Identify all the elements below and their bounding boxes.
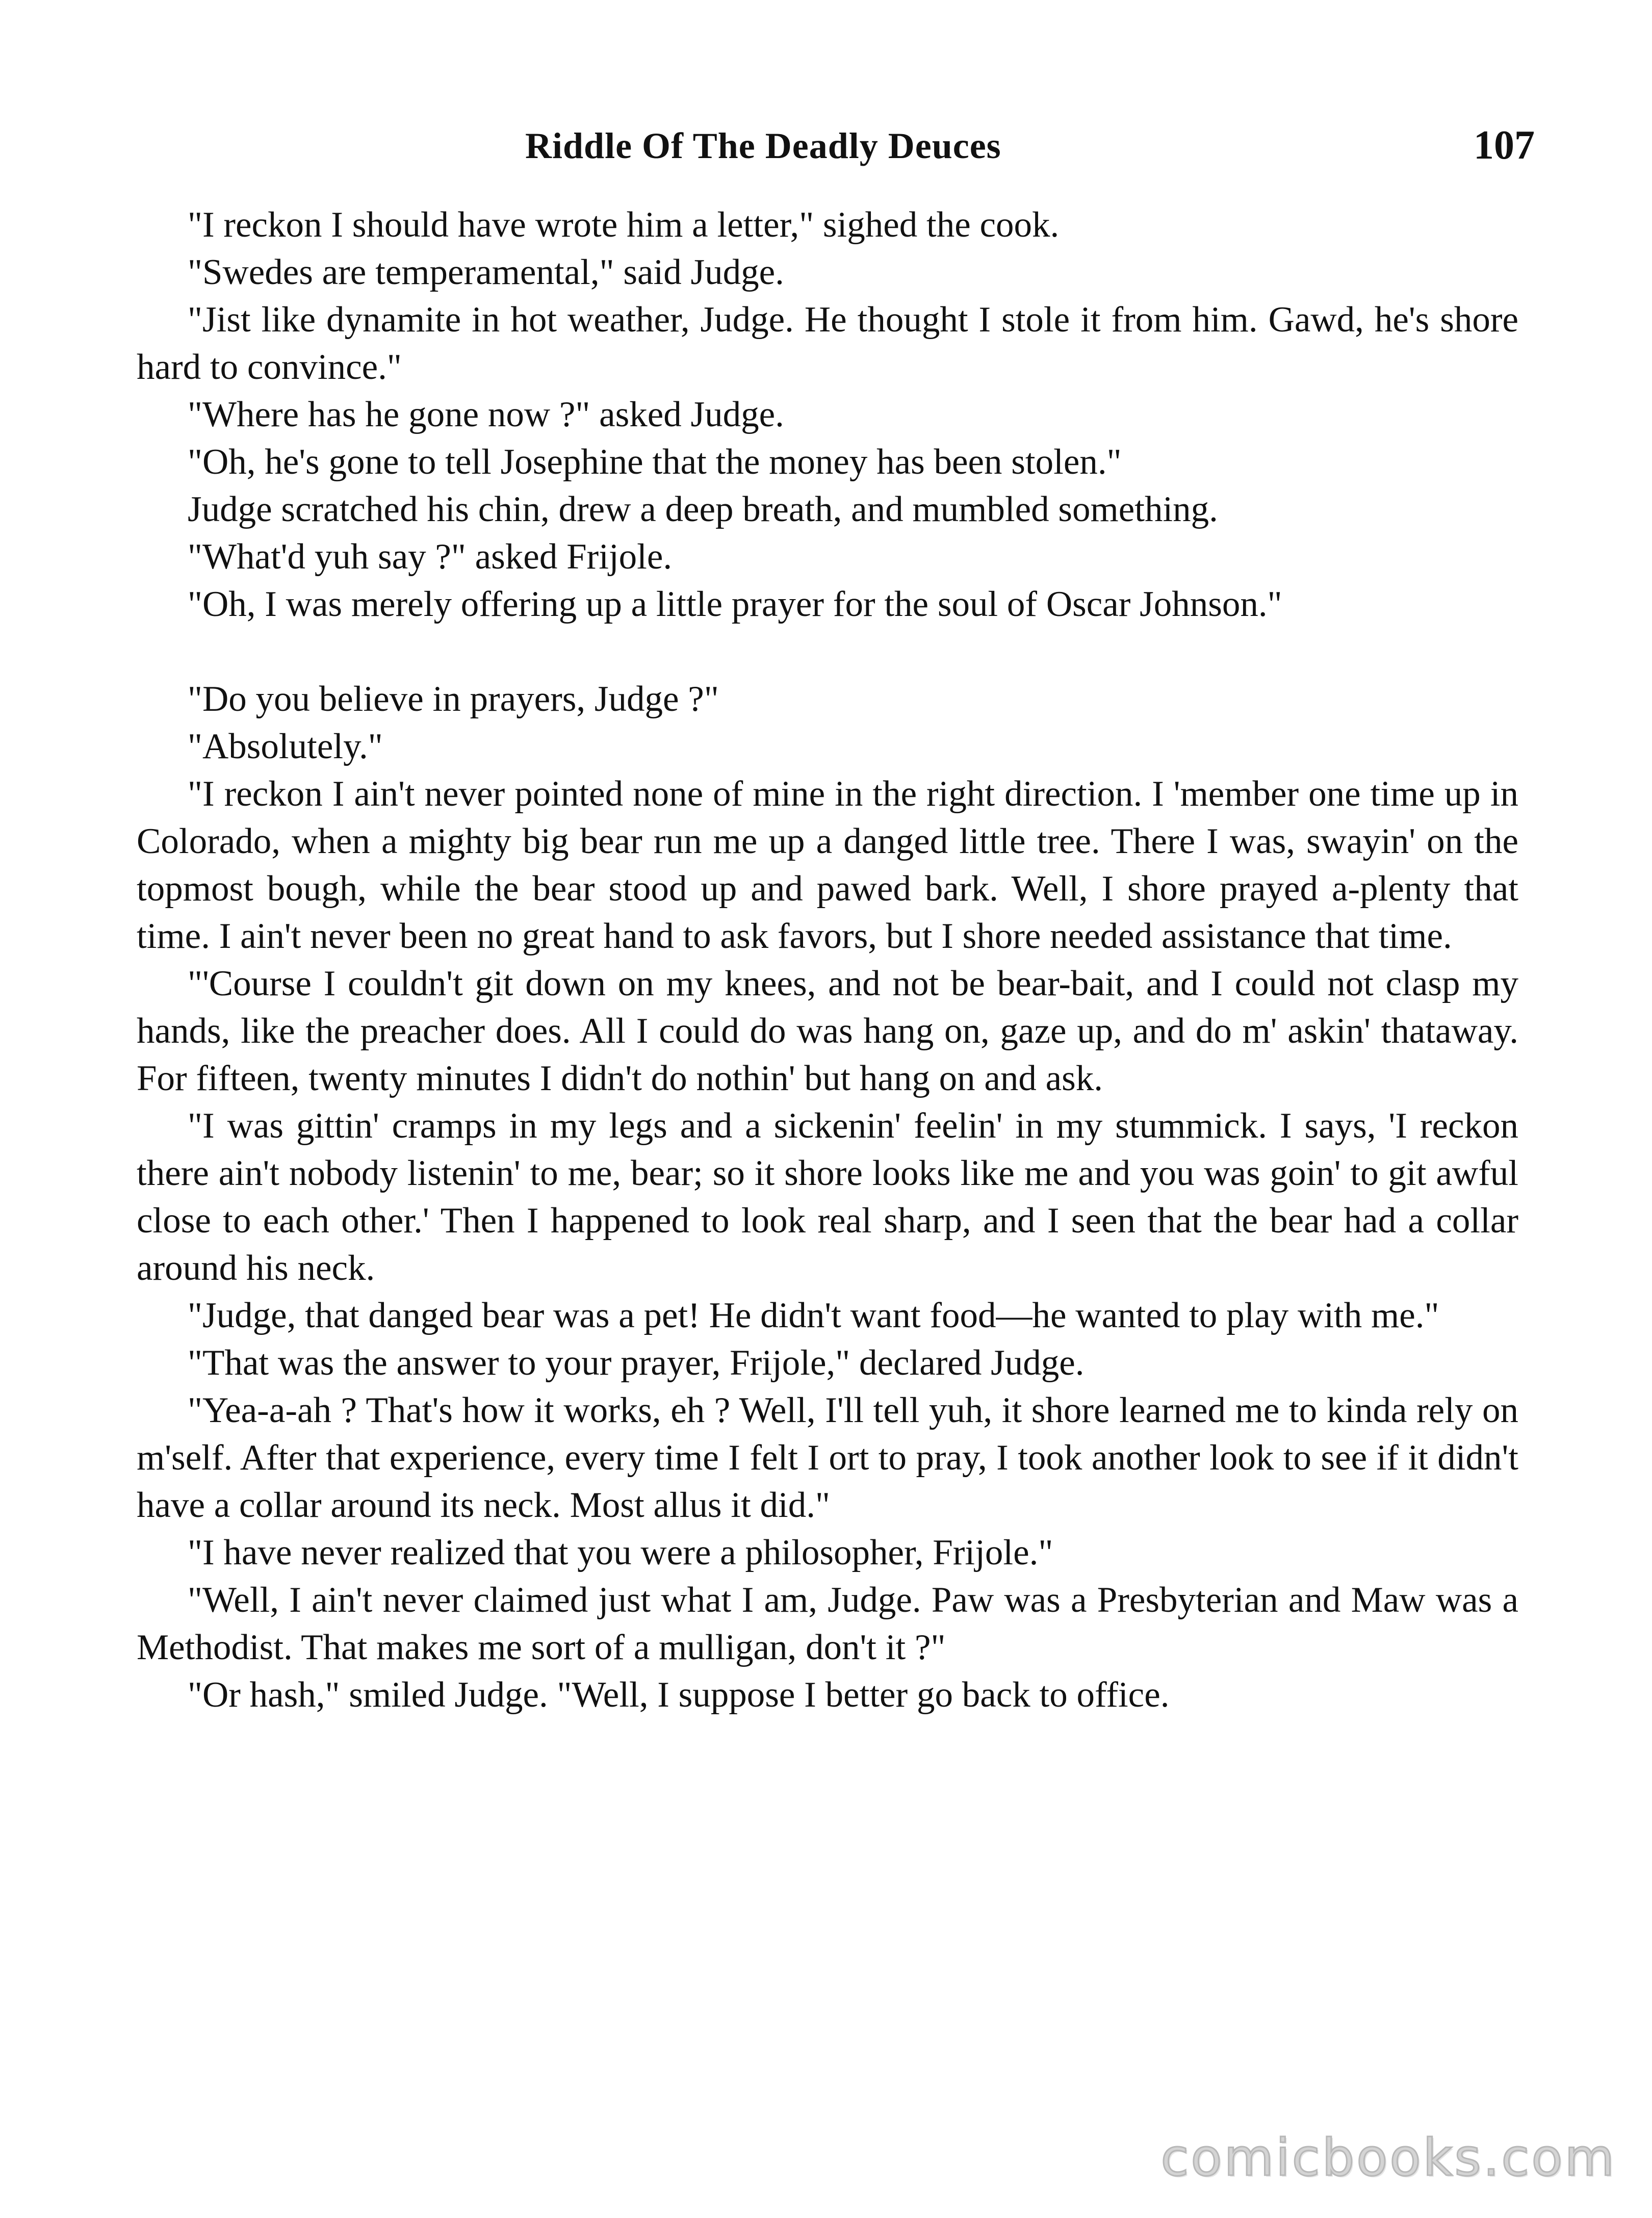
paragraph: "Absolutely."	[188, 727, 383, 766]
paragraph: "That was the answer to your prayer, Frijole," declared Judge.	[188, 1343, 1085, 1383]
page-number: 107	[1474, 123, 1535, 168]
paragraph: "I have never realized that you were a philosopher, Frijole."	[188, 1533, 1053, 1572]
site-watermark: comicbooks.com	[1160, 2128, 1616, 2187]
paragraph: "Jist like dynamite in hot weather, Judge. He thought I stole it from him. Gawd, he's shore hard to convince."	[137, 300, 1518, 387]
paragraph: "Where has he gone now ?" asked Judge.	[188, 395, 784, 434]
body-text	[137, 201, 1518, 1719]
paragraph: "Oh, he's gone to tell Josephine that the money has been stolen."	[188, 442, 1122, 482]
paragraph: "I reckon I ain't never pointed none of mine in the right direction. I 'member one time up in Colorado, when a mighty big bear run me up a danged little tree. There I was, swayin' on the topmost bough, while the bear stood up and pawed bark. Well, I shore prayed a-plenty that time. I ain't never been no great hand to ask favors, but I shore needed assistance that time.	[137, 774, 1518, 956]
paragraph: "Judge, that danged bear was a pet! He didn't want food—he wanted to play with me."	[188, 1296, 1439, 1335]
paragraph: "Do you believe in prayers, Judge ?"	[188, 679, 719, 719]
paragraph: "Swedes are temperamental," said Judge.	[188, 252, 784, 292]
paragraph: "What'd yuh say ?" asked Frijole.	[188, 537, 673, 577]
paragraph: "Well, I ain't never claimed just what I am, Judge. Paw was a Presbyterian and Maw was a Methodist. That makes me sort of a mulligan, don't it ?"	[137, 1580, 1518, 1667]
running-title: Riddle Of The Deadly Deuces	[525, 125, 1001, 166]
paragraph: "Yea-a-ah ? That's how it works, eh ? Well, I'll tell yuh, it shore learned me to kinda rely on m'self. After that experience, every time I felt I ort to pray, I took another look to see if it didn't have a collar around its neck. Most allus it did."	[137, 1390, 1518, 1525]
paragraph: "'Course I couldn't git down on my knees, and not be bear-bait, and I could not clasp my hands, like the preacher does. All I could do was hang on, gaze up, and do m' askin' thataway. For fifteen, twenty minutes I didn't do nothin' but hang on and ask.	[137, 964, 1518, 1098]
paragraph: "I reckon I should have wrote him a letter," sighed the cook.	[188, 205, 1060, 245]
paragraph: "Oh, I was merely offering up a little prayer for the soul of Oscar Johnson."	[188, 584, 1282, 624]
paragraph: "I was gittin' cramps in my legs and a sickenin' feelin' in my stummick. I says, 'I reckon there ain't nobody listenin' to me, bear; so it shore looks like me and you was goin' to git awful close to each other.' Then I happened to look real sharp, and I seen that the bear had a collar around his neck.	[137, 1106, 1518, 1288]
paragraph: Judge scratched his chin, drew a deep breath, and mumbled something.	[188, 489, 1218, 529]
paragraph: "Or hash," smiled Judge. "Well, I suppose I better go back to office.	[188, 1675, 1170, 1715]
